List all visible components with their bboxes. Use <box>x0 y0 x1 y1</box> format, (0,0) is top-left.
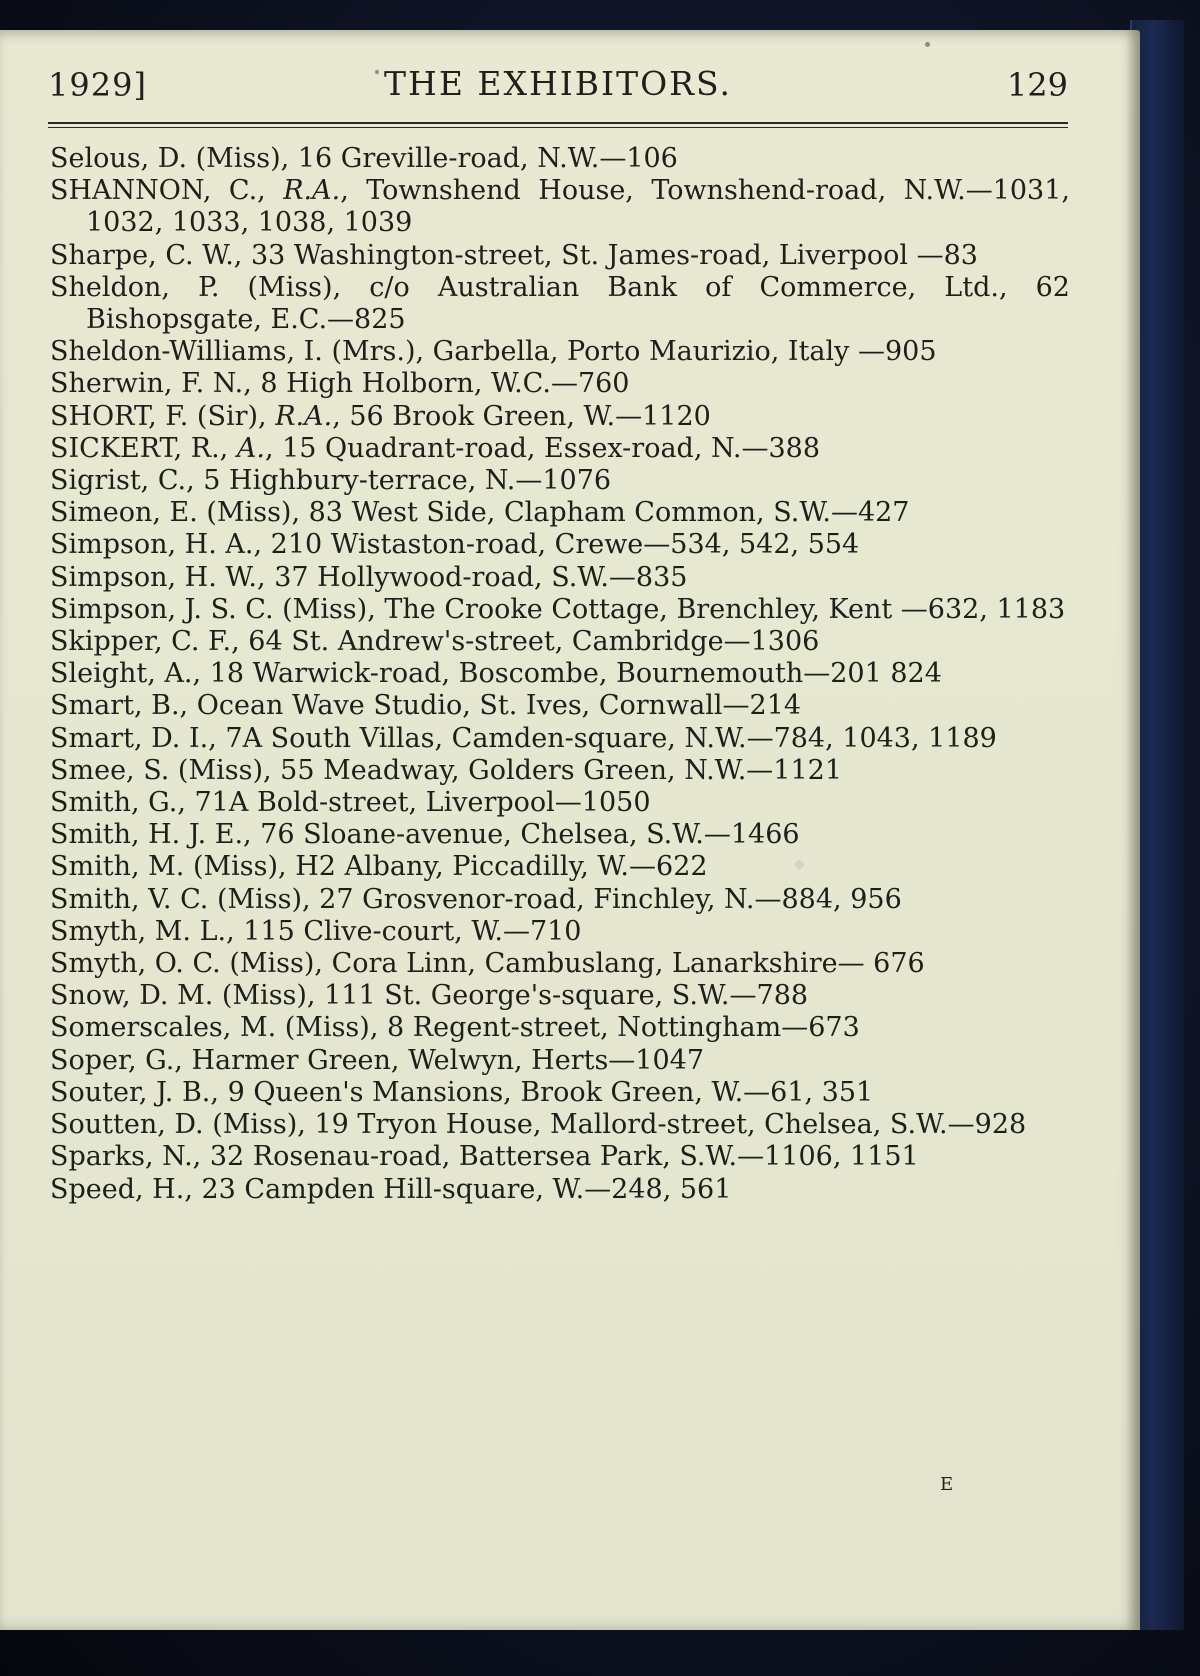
exhibitor-entry <box>50 819 1070 851</box>
exhibitor-address-works: 37 Hollywood-road, S.W.—835 <box>274 561 688 593</box>
exhibitor-entry <box>50 368 1070 400</box>
exhibitor-address-works: , 15 Quadrant-road, Essex-road, N.—388 <box>264 432 821 464</box>
exhibitor-entry <box>50 1109 1070 1141</box>
exhibitor-address-works: 210 Wistaston-road, Crewe—534, 542, 554 <box>270 529 860 561</box>
exhibitor-name: Smyth, M. L., <box>50 915 244 947</box>
exhibitor-address-works: 115 Clive-court, W.—710 <box>243 915 582 947</box>
exhibitor-name: Smith, G., <box>50 787 195 819</box>
exhibitor-address-works: 27 Grosvenor-road, Finchley, N.—884, 956 <box>319 883 902 915</box>
exhibitor-entry <box>50 1045 1070 1077</box>
exhibitor-title: A. <box>236 432 265 464</box>
exhibitor-name: Sheldon-Williams, I. (Mrs.), <box>50 336 433 368</box>
exhibitor-address-works: Garbella, Porto Maurizio, Italy —905 <box>432 336 937 368</box>
exhibitor-entry <box>50 465 1070 497</box>
exhibitor-address-works: 64 St. Andrew's-street, Cambridge—1306 <box>248 626 820 658</box>
exhibitor-address-works: 16 Greville-road, N.W.—106 <box>297 143 678 174</box>
exhibitor-name: Smyth, O. C. (Miss), <box>50 948 332 980</box>
exhibitor-address-works: 8 Regent-street, Nottingham—673 <box>387 1012 860 1044</box>
exhibitor-title: R.A. <box>275 400 333 432</box>
exhibitor-address-works: c/o Australian Bank of Commerce, Ltd., 62 Bishopsgate, E.C.—825 <box>86 271 1070 336</box>
exhibitor-entry <box>50 626 1070 658</box>
header-rule-bottom <box>48 127 1068 128</box>
exhibitor-address-works: , Townshend House, Townshend-road, N.W.—1031, 1032, 1033, 1038, 1039 <box>86 175 1071 239</box>
paper-speck <box>925 42 930 47</box>
exhibitor-name: Simpson, H. A., <box>50 529 271 561</box>
exhibitor-address-works: 5 Highbury-terrace, N.—1076 <box>203 465 612 497</box>
page-number: 129 <box>1006 66 1068 104</box>
exhibitor-address-works: 71A Bold-street, Liverpool—1050 <box>194 787 651 819</box>
exhibitor-entry <box>50 529 1070 561</box>
exhibitor-name: Sherwin, F. N., <box>50 368 261 400</box>
exhibitor-address-works: H2 Albany, Piccadilly, W.—622 <box>295 851 708 883</box>
exhibitor-entry <box>50 143 1070 175</box>
exhibitor-address-works: Cora Linn, Cambuslang, Lanarkshire— 676 <box>331 948 925 980</box>
exhibitor-name: Smith, V. C. (Miss), <box>50 883 320 915</box>
exhibitor-entry <box>50 980 1070 1012</box>
exhibitor-entry <box>50 1141 1070 1173</box>
exhibitor-entry <box>50 884 1070 916</box>
exhibitor-address-works: 18 Warwick-road, Boscombe, Bournemouth—201 824 <box>209 658 942 690</box>
exhibitor-name: Smith, M. (Miss), <box>50 851 296 883</box>
exhibitor-name: Sharpe, C. W., <box>50 239 251 271</box>
exhibitor-address-works: 32 Rosenau-road, Battersea Park, S.W.—1106, 1151 <box>209 1141 919 1173</box>
exhibitor-address-works: 8 High Holborn, W.C.—760 <box>260 368 630 400</box>
exhibitor-entry <box>50 1174 1070 1206</box>
signature-mark: E <box>940 1474 954 1495</box>
exhibitor-entry <box>50 1077 1070 1109</box>
exhibitor-name: Selous, D. (Miss), <box>50 143 298 174</box>
exhibitor-name: Skipper, C. F., <box>50 626 249 658</box>
exhibitor-entry <box>50 497 1070 529</box>
exhibitor-address-works: Ocean Wave Studio, St. Ives, Cornwall—214 <box>196 690 802 722</box>
exhibitor-address-works: 111 St. George's-square, S.W.—788 <box>324 980 809 1012</box>
exhibitor-entry <box>50 851 1070 883</box>
running-year: 1929] <box>48 66 147 104</box>
exhibitor-entry <box>50 240 1070 272</box>
exhibitor-name: Simpson, J. S. C. (Miss), <box>50 593 385 625</box>
exhibitor-name: Souter, J. B., <box>50 1076 228 1108</box>
exhibitor-address-works: The Crooke Cottage, Brenchley, Kent —632, 1183 <box>384 593 1066 625</box>
exhibitor-title: R.A. <box>283 175 341 207</box>
exhibitor-entry <box>50 594 1070 626</box>
exhibitor-name: Somerscales, M. (Miss), <box>50 1012 387 1044</box>
exhibitor-entry <box>50 787 1070 819</box>
exhibitor-entry <box>50 723 1070 755</box>
exhibitor-entry <box>50 690 1070 722</box>
exhibitor-address-works: Harmer Green, Welwyn, Herts—1047 <box>191 1044 705 1076</box>
page-header <box>48 58 1068 118</box>
exhibitor-address-works: , 56 Brook Green, W.—1120 <box>332 400 711 432</box>
exhibitor-address-works: 83 West Side, Clapham Common, S.W.—427 <box>308 497 910 529</box>
exhibitor-address-works: 23 Campden Hill-square, W.—248, 561 <box>201 1173 732 1205</box>
exhibitor-name: Smart, D. I., <box>50 722 226 754</box>
exhibitor-address-works: 7A South Villas, Camden-square, N.W.—784, 1043, 1189 <box>225 722 997 754</box>
page-edge-shadow <box>1126 30 1140 1630</box>
exhibitor-entry <box>50 336 1070 368</box>
exhibitor-entry <box>50 658 1070 690</box>
exhibitor-name: SHANNON, C., <box>50 175 284 207</box>
exhibitor-entry <box>50 1012 1070 1044</box>
exhibitor-name: Sigrist, C., <box>50 465 204 497</box>
exhibitor-name: Smith, H. J. E., <box>50 819 261 851</box>
exhibitor-entry <box>50 916 1070 948</box>
exhibitor-name: Simeon, E. (Miss), <box>50 497 309 529</box>
header-rule-top <box>48 122 1068 124</box>
exhibitor-address-works: 33 Washington-street, St. James-road, Liverpool —83 <box>250 239 978 271</box>
exhibitor-address-works: 76 Sloane-avenue, Chelsea, S.W.—1466 <box>260 819 800 851</box>
exhibitor-name: Smee, S. (Miss), <box>50 754 281 786</box>
exhibitor-name: Sparks, N., <box>50 1141 210 1173</box>
exhibitor-entry <box>50 272 1070 336</box>
exhibitor-entry <box>50 401 1070 433</box>
exhibitor-entry <box>50 755 1070 787</box>
exhibitor-address-works: 9 Queen's Mansions, Brook Green, W.—61, 351 <box>227 1076 874 1108</box>
exhibitor-list <box>50 143 1070 1206</box>
exhibitor-name: SHORT, F. (Sir), <box>50 400 276 432</box>
exhibitor-name: Sheldon, P. (Miss), <box>50 271 370 303</box>
exhibitor-name: Smart, B., <box>50 690 197 722</box>
exhibitor-name: Simpson, H. W., <box>50 561 275 593</box>
exhibitor-name: Snow, D. M. (Miss), <box>50 980 325 1012</box>
exhibitor-name: Soutten, D. (Miss), <box>50 1109 315 1141</box>
page-title: THE EXHIBITORS. <box>384 64 732 103</box>
exhibitor-name: Sleight, A., <box>50 658 210 690</box>
exhibitor-entry <box>50 562 1070 594</box>
exhibitor-address-works: 19 Tryon House, Mallord-street, Chelsea, S.W.—928 <box>314 1109 1027 1141</box>
exhibitor-name: Soper, G., <box>50 1044 192 1076</box>
exhibitor-entry <box>50 948 1070 980</box>
exhibitor-entry <box>50 433 1070 465</box>
exhibitor-address-works: 55 Meadway, Golders Green, N.W.—1121 <box>280 754 843 786</box>
exhibitor-name: SICKERT, R., <box>50 432 237 464</box>
exhibitor-name: Speed, H., <box>50 1173 202 1205</box>
exhibitor-entry <box>50 175 1070 239</box>
